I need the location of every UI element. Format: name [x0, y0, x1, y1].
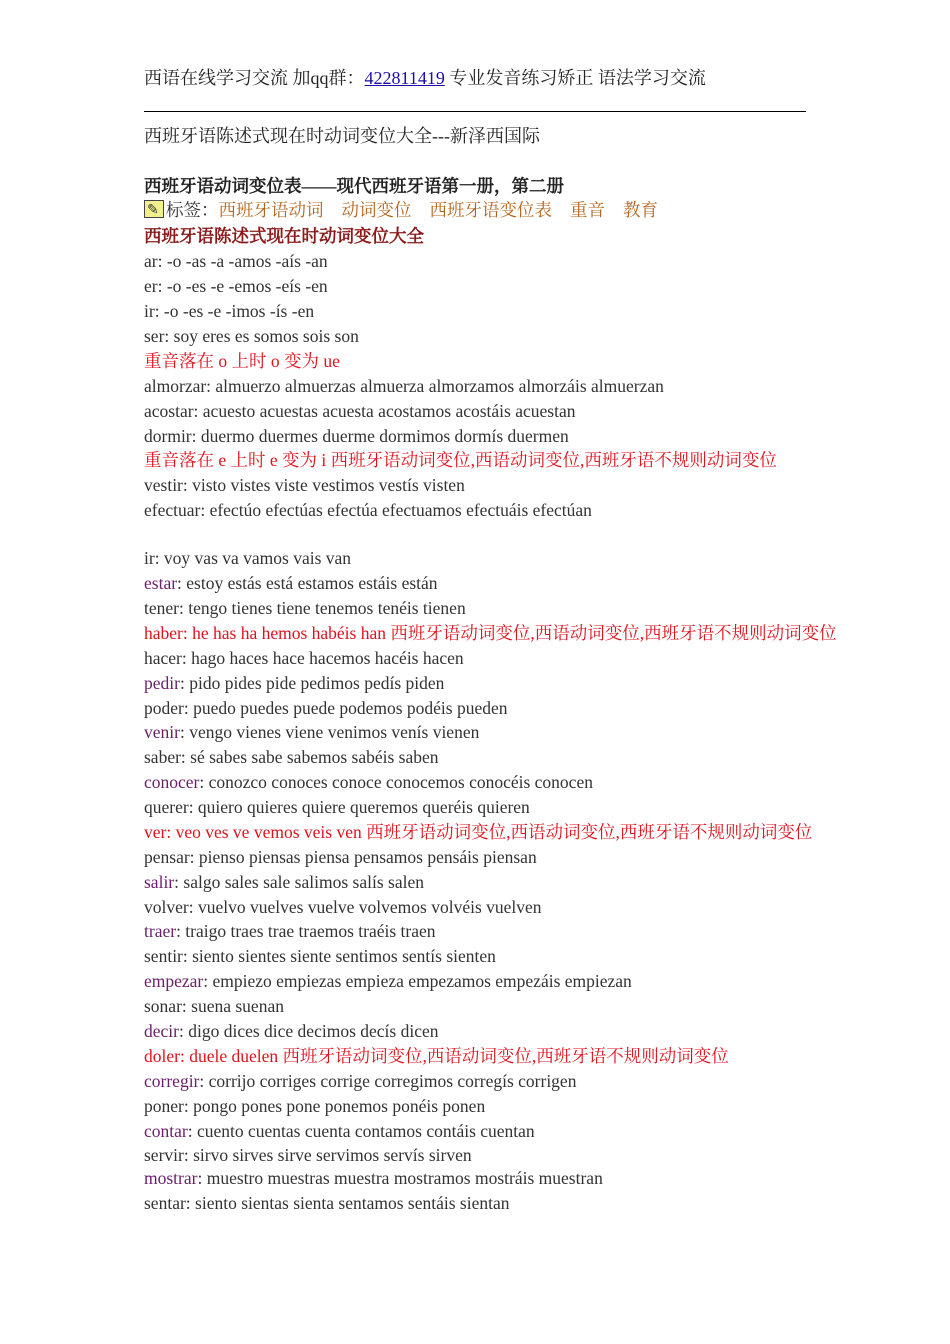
note-e-i: 重音落在 e 上时 e 变为 i 西班牙语动词变位,西语动词变位,西班牙语不规则动词变位 — [144, 450, 777, 470]
verb-poner: poner: pongo pones pone ponemos ponéis ponen — [144, 1096, 486, 1116]
verb-forms: : cuento cuentas cuenta contamos contáis cuentan — [187, 1121, 535, 1141]
verb-link-venir[interactable]: venir — [144, 722, 180, 742]
verb-doler — [144, 1045, 729, 1067]
verb-hacer: hacer: hago haces hace hacemos hacéis hacen — [144, 648, 464, 668]
verb-haber-forms: haber: he has ha hemos habéis han — [144, 623, 391, 643]
verb-line: efectuar: efectúo efectúas efectúa efectuamos efectuáis efectúan — [144, 500, 592, 520]
tag-link[interactable]: 重音 — [570, 200, 605, 220]
verb-volver: volver: vuelvo vuelves vuelve volvemos volvéis vuelven — [144, 897, 542, 917]
verb-forms: : muestro muestras muestra mostramos mostráis muestran — [197, 1168, 603, 1188]
verb-servir: servir: sirvo sirves sirve servimos servís sirven — [144, 1145, 472, 1165]
verb-link-contar[interactable]: contar — [144, 1121, 188, 1141]
verb-sentar: sentar: siento sientas sienta sentamos sentáis sientan — [144, 1193, 510, 1213]
verb-forms: : corrijo corriges corrige corregimos corregís corrigen — [199, 1071, 577, 1091]
verb-doler-forms: doler: duele duelen — [144, 1046, 283, 1066]
verb-doler-note: 西班牙语动词变位,西语动词变位,西班牙语不规则动词变位 — [282, 1046, 729, 1066]
verb-pensar: pensar: pienso piensas piensa pensamos pensáis piensan — [144, 847, 537, 867]
verb-haber-note: 西班牙语动词变位,西语动词变位,西班牙语不规则动词变位 — [390, 623, 837, 643]
verb-forms: : digo dices dice decimos decís dicen — [178, 1021, 439, 1041]
tag-link[interactable]: 动词变位 — [341, 200, 412, 220]
verb-line: dormir: duermo duermes duerme dormimos dormís duermen — [144, 426, 569, 446]
verb-forms: : conozco conoces conoce conocemos conocéis conocen — [199, 772, 593, 792]
note-o-ue: 重音落在 o 上时 o 变为 ue — [144, 351, 340, 371]
header-suffix: 专业发音练习矫正 语法学习交流 — [444, 68, 706, 88]
tag-link[interactable]: 教育 — [623, 200, 658, 220]
tags-row — [144, 199, 676, 221]
verb-link-pedir[interactable]: pedir — [144, 673, 180, 693]
verb-corregir — [144, 1070, 576, 1092]
verb-sentir: sentir: siento sientes siente sentimos sentís sienten — [144, 946, 496, 966]
verb-line: almorzar: almuerzo almuerzas almuerza almorzamos almorzáis almuerzan — [144, 376, 664, 396]
verb-forms: : vengo vienes viene venimos venís vienen — [179, 722, 480, 742]
verb-estar — [144, 572, 438, 594]
verb-link-traer[interactable]: traer — [144, 921, 177, 941]
verb-conocer — [144, 771, 593, 793]
ending-ar: ar: -o -as -a -amos -aís -an — [144, 251, 328, 271]
verb-link-conocer[interactable]: conocer — [144, 772, 200, 792]
header-prefix: 西语在线学习交流 加qq群： — [144, 68, 365, 88]
verb-line: vestir: visto vistes viste vestimos vestís visten — [144, 475, 465, 495]
verb-venir — [144, 721, 479, 743]
verb-link-decir[interactable]: decir — [144, 1021, 179, 1041]
verb-link-corregir[interactable]: corregir — [144, 1071, 200, 1091]
tags-label: 标签： — [166, 200, 219, 220]
verb-link-salir[interactable]: salir — [144, 872, 175, 892]
doc-title: 西班牙语陈述式现在时动词变位大全---新泽西国际 — [144, 126, 540, 146]
verb-empezar — [144, 970, 632, 992]
verb-line: acostar: acuesto acuestas acuesta acostamos acostáis acuestan — [144, 401, 576, 421]
qq-group-link[interactable]: 422811419 — [364, 68, 445, 88]
ending-ser: ser: soy eres es somos sois son — [144, 326, 359, 346]
verb-pedir — [144, 672, 444, 694]
verb-traer — [144, 920, 436, 942]
verb-querer: querer: quiero quieres quiere queremos queréis quieren — [144, 797, 530, 817]
verb-forms: : empiezo empiezas empieza empezamos empezáis empiezan — [203, 971, 632, 991]
tag-icon — [144, 200, 164, 218]
verb-forms: : traigo traes trae traemos traéis traen — [176, 921, 436, 941]
verb-tener: tener: tengo tienes tiene tenemos tenéis tienen — [144, 598, 466, 618]
header-divider — [144, 111, 806, 112]
header-line — [144, 67, 706, 89]
verb-link-mostrar[interactable]: mostrar — [144, 1168, 198, 1188]
tag-link[interactable]: 西班牙语变位表 — [429, 200, 552, 220]
ending-er: er: -o -es -e -emos -eís -en — [144, 276, 328, 296]
verb-forms: : salgo sales sale salimos salís salen — [174, 872, 424, 892]
verb-decir — [144, 1020, 439, 1042]
tag-link[interactable]: 西班牙语动词 — [218, 200, 324, 220]
verb-link-empezar[interactable]: empezar — [144, 971, 204, 991]
verb-sonar: sonar: suena suenan — [144, 996, 284, 1016]
verb-contar — [144, 1120, 535, 1142]
verb-ver-note: 西班牙语动词变位,西语动词变位,西班牙语不规则动词变位 — [366, 822, 813, 842]
verb-saber: saber: sé sabes sabe sabemos sabéis saben — [144, 747, 439, 767]
verb-ir: ir: voy vas va vamos vais van — [144, 548, 352, 568]
verb-link-estar[interactable]: estar — [144, 573, 178, 593]
verb-forms: : estoy estás está estamos estáis están — [177, 573, 438, 593]
verb-ver — [144, 821, 812, 843]
article-heading: 西班牙语动词变位表——现代西班牙语第一册，第二册 — [144, 176, 564, 196]
ending-ir: ir: -o -es -e -imos -ís -en — [144, 301, 315, 321]
verb-forms: : pido pides pide pedimos pedís piden — [179, 673, 445, 693]
verb-haber — [144, 622, 837, 644]
verb-salir — [144, 871, 424, 893]
verb-mostrar — [144, 1167, 603, 1189]
article-subheading: 西班牙语陈述式现在时动词变位大全 — [144, 226, 424, 246]
verb-ver-forms: ver: veo ves ve vemos veis ven — [144, 822, 367, 842]
verb-poder: poder: puedo puedes puede podemos podéis pueden — [144, 698, 508, 718]
